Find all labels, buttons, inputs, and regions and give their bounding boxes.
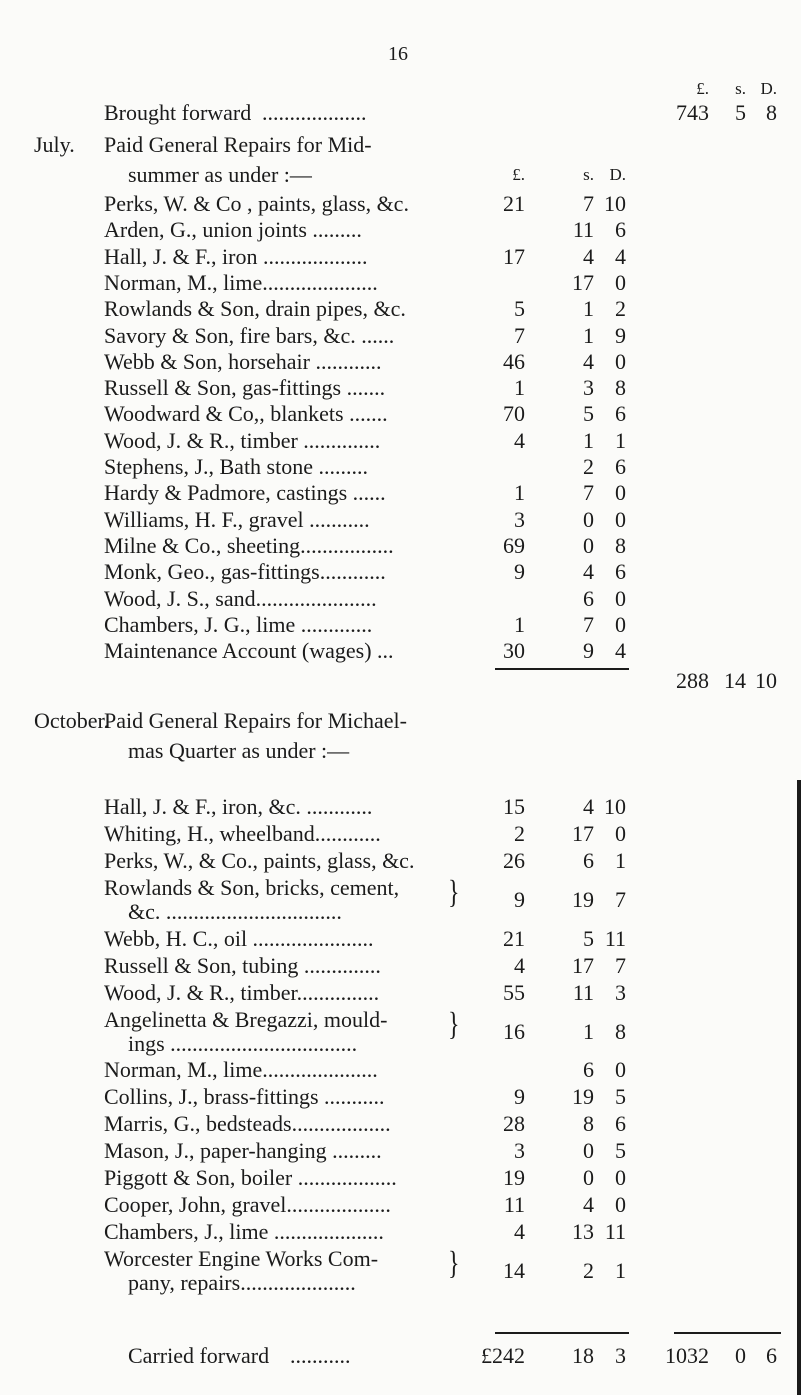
october-entry-amount-d: 8 xyxy=(615,1019,626,1044)
october-entry-description: Perks, W., & Co., paints, glass, &c. xyxy=(104,848,415,873)
carried-forward-subtotal-s: 18 xyxy=(572,1343,594,1368)
july-entry-amount-s: 7 xyxy=(583,191,594,216)
july-entry-amount-d: 8 xyxy=(615,375,626,400)
july-entry-amount-s: 4 xyxy=(583,349,594,374)
october-entry-amount-d: 1 xyxy=(615,1258,626,1283)
july-entry-amount-s: 1 xyxy=(583,296,594,321)
july-entry-amount-d: 6 xyxy=(615,559,626,584)
july-entry-amount-l: 7 xyxy=(514,323,525,348)
july-entry-description: Milne & Co., sheeting................. xyxy=(104,533,394,558)
july-col-header-d: D. xyxy=(609,165,626,184)
october-entry-amount-d: 11 xyxy=(604,1219,626,1244)
july-heading-line1: Paid General Repairs for Mid- xyxy=(104,132,372,157)
july-entry-amount-s: 4 xyxy=(583,559,594,584)
july-entry-description: Norman, M., lime..................... xyxy=(104,270,378,295)
july-entry-description: Williams, H. F., gravel ........... xyxy=(104,507,370,532)
july-entry-amount-l: 17 xyxy=(503,244,525,269)
october-entry-description: Norman, M., lime..................... xyxy=(104,1057,378,1082)
october-entry-description-cont: &c. ................................ xyxy=(128,899,342,924)
july-entry-amount-s: 1 xyxy=(583,323,594,348)
october-entry-description: Webb, H. C., oil ...................... xyxy=(104,926,374,951)
carried-forward-subtotal-l: £242 xyxy=(481,1343,525,1368)
october-entry-amount-d: 5 xyxy=(615,1084,626,1109)
july-entry-amount-d: 0 xyxy=(615,586,626,611)
october-entry-amount-d: 0 xyxy=(615,1057,626,1082)
october-entry-description: Whiting, H., wheelband............ xyxy=(104,821,381,846)
july-entry-amount-s: 5 xyxy=(583,401,594,426)
october-entry-amount-d: 0 xyxy=(615,1165,626,1190)
october-entry-amount-l: 3 xyxy=(514,1138,525,1163)
july-entry-amount-s: 6 xyxy=(583,586,594,611)
july-entry-amount-l: 1 xyxy=(514,480,525,505)
currency-header-s: s. xyxy=(735,79,746,98)
page-number: 16 xyxy=(388,43,408,65)
october-entry-amount-s: 6 xyxy=(583,1057,594,1082)
july-entry-amount-d: 6 xyxy=(615,217,626,242)
october-entry-description: Chambers, J., lime .................... xyxy=(104,1219,384,1244)
currency-header-l: £. xyxy=(696,79,709,98)
july-subtotal-rule xyxy=(495,668,629,670)
july-heading-line2: summer as under :— xyxy=(128,162,312,187)
july-entry-amount-d: 0 xyxy=(615,480,626,505)
july-col-header-l: £. xyxy=(512,165,525,184)
july-total-s: 14 xyxy=(724,668,746,693)
july-entry-amount-s: 0 xyxy=(583,533,594,558)
brace-symbol: } xyxy=(448,1246,460,1282)
october-entry-description: Collins, J., brass-fittings ........... xyxy=(104,1084,385,1109)
october-entry-amount-s: 4 xyxy=(583,794,594,819)
july-entry-amount-d: 6 xyxy=(615,454,626,479)
july-entry-description: Stephens, J., Bath stone ......... xyxy=(104,454,368,479)
july-entry-description: Hall, J. & F., iron ................... xyxy=(104,244,368,269)
october-entry-amount-l: 21 xyxy=(503,926,525,951)
july-entry-amount-d: 0 xyxy=(615,612,626,637)
october-entry-amount-d: 0 xyxy=(615,821,626,846)
brace-symbol: } xyxy=(448,875,460,911)
july-entry-amount-d: 0 xyxy=(615,349,626,374)
october-entry-amount-d: 0 xyxy=(615,1192,626,1217)
october-entry-description: Wood, J. & R., timber............... xyxy=(104,980,380,1005)
july-entry-amount-s: 11 xyxy=(572,217,594,242)
july-entry-description: Russell & Son, gas-fittings ....... xyxy=(104,375,386,400)
july-entry-description: Savory & Son, fire bars, &c. ...... xyxy=(104,323,395,348)
july-entry-amount-d: 4 xyxy=(615,244,626,269)
october-entry-amount-l: 19 xyxy=(503,1165,525,1190)
brought-forward-label: Brought forward xyxy=(104,100,252,125)
july-entry-amount-s: 7 xyxy=(583,612,594,637)
july-entry-amount-d: 9 xyxy=(615,323,626,348)
july-entry-amount-d: 8 xyxy=(615,533,626,558)
july-entry-amount-l: 1 xyxy=(514,375,525,400)
october-entry-amount-s: 1 xyxy=(583,1019,594,1044)
july-entry-description: Webb & Son, horsehair ............ xyxy=(104,349,382,374)
october-entry-amount-s: 8 xyxy=(583,1111,594,1136)
carried-forward-total-l: 1032 xyxy=(665,1343,709,1368)
october-entry-amount-d: 6 xyxy=(615,1111,626,1136)
july-entry-amount-d: 10 xyxy=(604,191,626,216)
october-entry-description: Piggott & Son, boiler .................. xyxy=(104,1165,397,1190)
july-entry-description: Arden, G., union joints ......... xyxy=(104,217,362,242)
july-entry-amount-l: 3 xyxy=(514,507,525,532)
october-entry-description: Angelinetta & Bregazzi, mould- xyxy=(104,1007,388,1032)
page-edge-shadow xyxy=(797,780,801,1395)
october-entry-amount-l: 16 xyxy=(503,1019,525,1044)
carried-forward-total-d: 6 xyxy=(766,1343,777,1368)
july-entry-amount-l: 21 xyxy=(503,191,525,216)
october-entry-amount-d: 7 xyxy=(615,953,626,978)
october-entry-amount-d: 11 xyxy=(604,926,626,951)
july-entry-amount-d: 6 xyxy=(615,401,626,426)
july-entry-description: Rowlands & Son, drain pipes, &c. xyxy=(104,296,406,321)
october-entry-amount-l: 15 xyxy=(503,794,525,819)
july-month: July. xyxy=(34,132,75,157)
july-entry-description: Perks, W. & Co , paints, glass, &c. xyxy=(104,191,409,216)
october-entry-amount-s: 17 xyxy=(572,953,594,978)
july-entry-description: Wood, J. & R., timber .............. xyxy=(104,428,381,453)
july-entry-amount-l: 4 xyxy=(514,428,525,453)
july-entry-description: Woodward & Co,, blankets ....... xyxy=(104,401,388,426)
october-entry-description: Cooper, John, gravel................... xyxy=(104,1192,391,1217)
october-entry-description: Marris, G., bedsteads.................. xyxy=(104,1111,391,1136)
july-entry-amount-s: 17 xyxy=(572,270,594,295)
october-entry-amount-d: 3 xyxy=(615,980,626,1005)
carried-forward-total-rule xyxy=(674,1332,781,1334)
october-entry-amount-s: 4 xyxy=(583,1192,594,1217)
carried-forward-total-s: 0 xyxy=(735,1343,746,1368)
july-entry-amount-s: 3 xyxy=(583,375,594,400)
october-entry-amount-s: 17 xyxy=(572,821,594,846)
july-entry-amount-s: 9 xyxy=(583,638,594,663)
october-entry-amount-d: 10 xyxy=(604,794,626,819)
july-entry-amount-d: 0 xyxy=(615,270,626,295)
october-entry-description-cont: ings .................................. xyxy=(128,1031,358,1056)
october-entry-description: Hall, J. & F., iron, &c. ............ xyxy=(104,794,373,819)
october-entry-amount-s: 0 xyxy=(583,1138,594,1163)
october-entry-amount-l: 4 xyxy=(514,1219,525,1244)
october-entry-amount-l: 9 xyxy=(514,887,525,912)
brought-forward-amount-d: 8 xyxy=(766,100,777,125)
brought-forward-amount-l: 743 xyxy=(676,100,709,125)
july-entry-amount-d: 1 xyxy=(615,428,626,453)
july-entry-amount-l: 1 xyxy=(514,612,525,637)
currency-header-d: D. xyxy=(760,79,777,98)
brought-forward-dots: ................... xyxy=(262,100,367,125)
july-entry-amount-l: 70 xyxy=(503,401,525,426)
october-entry-amount-s: 2 xyxy=(583,1258,594,1283)
july-entry-amount-l: 5 xyxy=(514,296,525,321)
brought-forward-amount-s: 5 xyxy=(735,100,746,125)
october-entry-amount-s: 5 xyxy=(583,926,594,951)
carried-forward-label: Carried forward xyxy=(128,1343,270,1368)
october-entry-amount-d: 5 xyxy=(615,1138,626,1163)
october-entry-description: Rowlands & Son, bricks, cement, xyxy=(104,875,400,900)
october-entry-amount-l: 2 xyxy=(514,821,525,846)
october-entry-amount-s: 19 xyxy=(572,887,594,912)
july-entry-amount-l: 46 xyxy=(503,349,525,374)
july-entry-amount-s: 7 xyxy=(583,480,594,505)
october-entry-amount-d: 1 xyxy=(615,848,626,873)
july-total-d: 10 xyxy=(755,668,777,693)
october-entry-amount-s: 6 xyxy=(583,848,594,873)
october-entry-description: Russell & Son, tubing .............. xyxy=(104,953,381,978)
october-entry-amount-s: 11 xyxy=(572,980,594,1005)
october-entry-description: Mason, J., paper-hanging ......... xyxy=(104,1138,382,1163)
october-month: October. xyxy=(34,708,110,733)
july-total-l: 288 xyxy=(676,668,709,693)
october-entry-amount-l: 28 xyxy=(503,1111,525,1136)
july-entry-amount-d: 0 xyxy=(615,507,626,532)
october-entry-amount-s: 13 xyxy=(572,1219,594,1244)
july-col-header-s: s. xyxy=(583,165,594,184)
july-entry-description: Monk, Geo., gas-fittings............ xyxy=(104,559,386,584)
july-entry-amount-s: 2 xyxy=(583,454,594,479)
july-entry-amount-l: 30 xyxy=(503,638,525,663)
july-entry-description: Wood, J. S., sand...................... xyxy=(104,586,377,611)
october-entry-amount-s: 0 xyxy=(583,1165,594,1190)
july-entry-amount-l: 69 xyxy=(503,533,525,558)
october-entry-amount-l: 14 xyxy=(503,1258,525,1283)
october-entry-amount-l: 11 xyxy=(503,1192,525,1217)
october-heading-line2: mas Quarter as under :— xyxy=(128,738,350,763)
july-entry-description: Maintenance Account (wages) ... xyxy=(104,638,394,663)
october-entry-amount-l: 55 xyxy=(503,980,525,1005)
july-entry-description: Hardy & Padmore, castings ...... xyxy=(104,480,386,505)
carried-forward-subtotal-rule xyxy=(495,1332,629,1334)
carried-forward-dots: ........... xyxy=(290,1343,351,1368)
july-entry-amount-d: 2 xyxy=(615,296,626,321)
carried-forward-subtotal-d: 3 xyxy=(615,1343,626,1368)
july-entry-amount-s: 4 xyxy=(583,244,594,269)
july-entry-description: Chambers, J. G., lime ............. xyxy=(104,612,373,637)
october-entry-amount-l: 9 xyxy=(514,1084,525,1109)
october-entry-amount-s: 19 xyxy=(572,1084,594,1109)
july-entry-amount-d: 4 xyxy=(615,638,626,663)
july-entry-amount-l: 9 xyxy=(514,559,525,584)
october-entry-description: Worcester Engine Works Com- xyxy=(104,1246,379,1271)
july-entry-amount-s: 1 xyxy=(583,428,594,453)
october-entry-amount-l: 26 xyxy=(503,848,525,873)
october-entry-amount-d: 7 xyxy=(615,887,626,912)
october-entry-description-cont: pany, repairs..................... xyxy=(128,1270,356,1295)
october-entry-amount-l: 4 xyxy=(514,953,525,978)
brace-symbol: } xyxy=(448,1007,460,1043)
july-entry-amount-s: 0 xyxy=(583,507,594,532)
october-heading-line1: Paid General Repairs for Michael- xyxy=(104,708,407,733)
